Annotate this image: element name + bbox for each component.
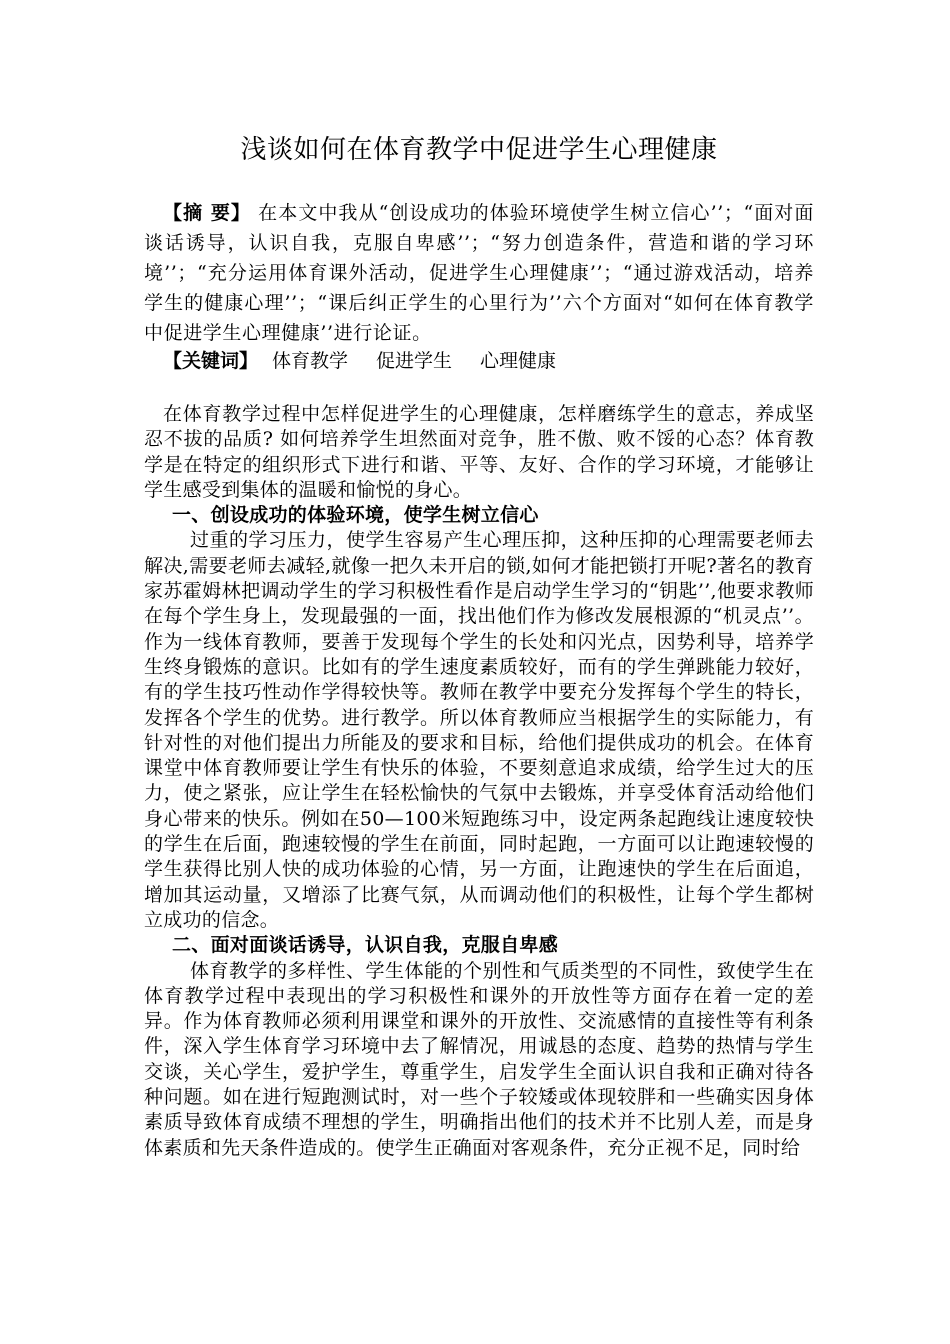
section-heading: 一、创设成功的体验环境，使学生树立信心 — [172, 504, 539, 527]
section-heading: 二、面对面谈话诱导，认识自我，克服自卑感 — [172, 934, 559, 957]
section-paragraph: 过重的学习压力，使学生容易产生心理压抑，这种压抑的心理需要老师去解决,需要老师去减轻,就像一把久未开启的锁,如何才能把锁打开呢?著名的教育家苏霍姆林把调动学生的学习积极性看作是启动学生学习的“钥匙’’,他要求教师在每个学生身上，发现最强的一面，找出他们作为修改发展根源的“机灵点’’。作为一线体育教师，要善于发现每个学生的长处和闪光点，因势利导，培养学生终身锻炼的意识。比如有的学生速度素质较好，而有的学生弹跳能力较好，有的学生技巧性动作学得较快等。教师在教学中要充分发挥每个学生的特长，发挥各个学生的优势。进行教学。所以体育教师应当根据学生的实际能力，有针对性的对他们提出力所能及的要求和目标，给他们提供成功的机会。在体育课堂中体育教师要让学生有快乐的体验，不要刻意追求成绩，给学生过大的压力，使之紧张，应让学生在轻松愉快的气氛中去锻炼，并享受体育活动给他们身心带来的快乐。例如在50—100米短跑练习中，设定两条起跑线让速度较快的学生在后面，跑速较慢的学生在前面，同时起跑，一方面可以让跑速较慢的学生获得比别人快的成功体验的心情，另一方面，让跑速快的学生在后面追，增加其运动量，又增添了比赛气氛，从而调动他们的积极性，让每个学生都树立成功的信念。 — [144, 529, 814, 931]
keywords-label: 【关键词】 — [163, 350, 259, 372]
keyword-item: 体育教学 — [272, 350, 349, 372]
intro-paragraph: 在体育教学过程中怎样促进学生的心理健康，怎样磨练学生的意志，养成坚忍不拔的品质? 如何培养学生坦然面对竞争，胜不傲、败不馁的心态？体育教学是在特定的组织形式下进行和谐、平等、友好、合作的学习环境，才能够让学生感受到集体的温暖和愉悦的身心。 — [144, 403, 814, 501]
abstract-text: 在本文中我从“创设成功的体验环境使学生树立信心’’；“面对面谈话诱导，认识自我，克服自卑感’’；“努力创造条件，营造和谐的学习环境’’；“充分运用体育课外活动，促进学生心理健康’’；“通过游戏活动，培养学生的健康心理’’；“课后纠正学生的心里行为’’六个方面对“如何在体育教学中促进学生心理健康’’进行论证。 — [144, 202, 814, 344]
abstract-label: 【摘 要】 — [163, 202, 251, 224]
document-title: 浅谈如何在体育教学中促进学生心理健康 — [240, 135, 718, 165]
keyword-item: 促进学生 — [376, 350, 453, 372]
keyword-item: 心理健康 — [480, 350, 557, 372]
keywords-line — [144, 346, 814, 376]
document-body — [144, 402, 814, 1161]
section-paragraph: 体育教学的多样性、学生体能的个别性和气质类型的不同性，致使学生在体育教学过程中表现出的学习积极性和课外的开放性等方面存在着一定的差异。作为体育教师必须利用课堂和课外的开放性、交流感情的直接性等有利条件，深入学生体育学习环境中去了解情况，用诚恳的态度、趋势的热情与学生交谈，关心学生，爱护学生，尊重学生，启发学生全面认识自我和正确对待各种问题。如在进行短跑测试时，对一些个子较矮或体现较胖和一些确实因身体素质导致体育成绩不理想的学生，明确指出他们的技术并不比别人差，而是身体素质和先天条件造成的。使学生正确面对客观条件，充分正视不足，同时给 — [144, 959, 814, 1159]
abstract — [144, 198, 814, 348]
